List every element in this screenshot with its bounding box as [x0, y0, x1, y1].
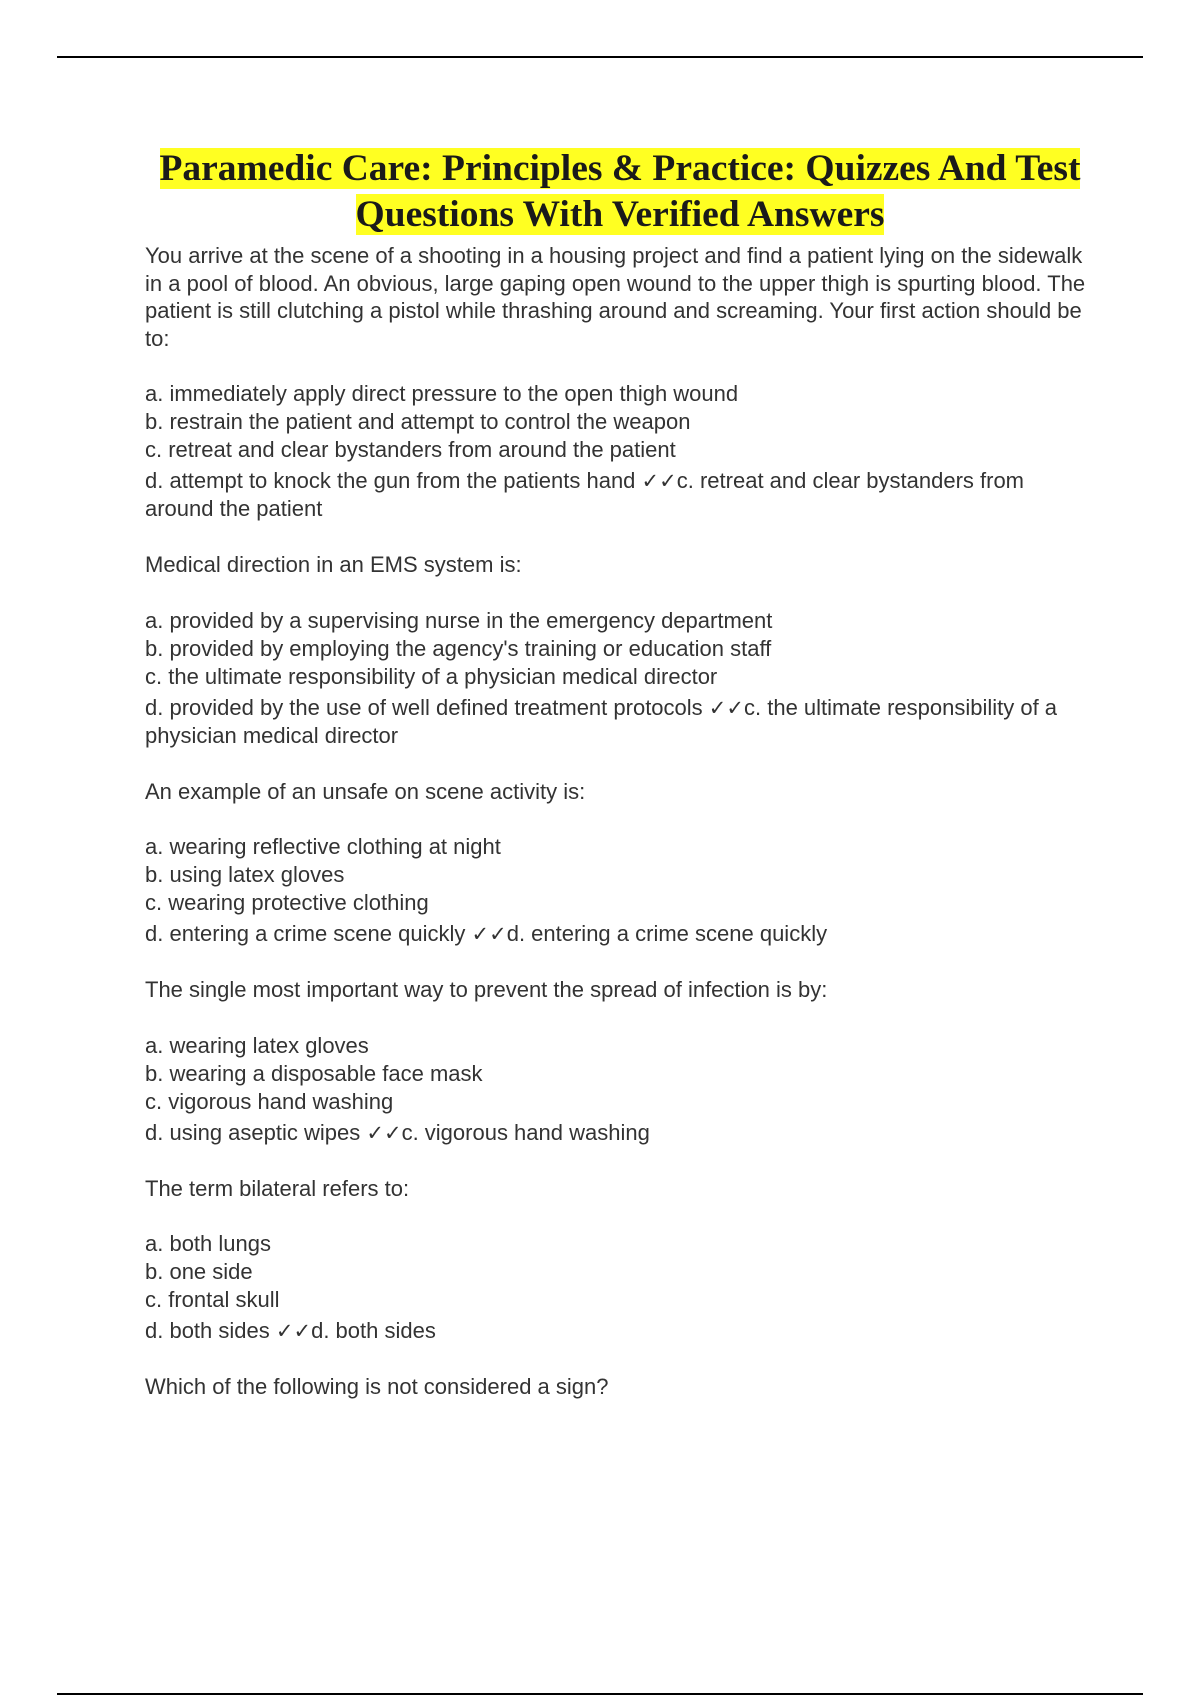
- question-prompt: Which of the following is not considered a sign?: [145, 1374, 609, 1399]
- option-c: c. wearing protective clothing: [145, 890, 429, 915]
- verified-answer: c. vigorous hand washing: [401, 1119, 650, 1145]
- option-d-with-answer: [145, 1317, 1095, 1345]
- option-d: d. entering a crime scene quickly: [145, 921, 466, 946]
- question-block-1: [145, 242, 1095, 523]
- question-prompt: An example of an unsafe on scene activity is:: [145, 778, 586, 804]
- option-d-with-answer: [145, 467, 1095, 523]
- title-line-2: Questions With Verified Answers: [355, 194, 885, 235]
- check-mark-icon: ✓✓: [641, 469, 677, 493]
- verified-answer: c. the ultimate responsibility of a physician medical director: [145, 694, 1058, 748]
- check-mark-icon: ✓✓: [366, 1120, 402, 1145]
- top-rule: [57, 56, 1143, 58]
- question-prompt: The term bilateral refers to:: [145, 1175, 410, 1201]
- option-b: b. one side: [145, 1259, 253, 1284]
- question-block-4: [145, 976, 1095, 1147]
- answer-options: [145, 1230, 1095, 1345]
- answer-options: [145, 1032, 1095, 1147]
- option-d-with-answer: [145, 694, 1095, 750]
- answer-options: [145, 380, 1095, 523]
- option-d-with-answer: [145, 920, 1095, 948]
- check-mark-icon: ✓✓: [708, 695, 744, 720]
- option-a: a. wearing reflective clothing at night: [145, 834, 501, 859]
- verified-answer: c. retreat and clear bystanders from around the patient: [145, 468, 1025, 521]
- option-d: d. attempt to knock the gun from the patients hand: [145, 468, 636, 493]
- option-a: a. both lungs: [145, 1231, 271, 1256]
- option-b: b. wearing a disposable face mask: [145, 1060, 483, 1086]
- option-d-with-answer: [145, 1119, 1095, 1147]
- question-block-6: [145, 1373, 1095, 1401]
- check-mark-icon: ✓✓: [471, 922, 507, 946]
- option-c: c. the ultimate responsibility of a physician medical director: [145, 663, 718, 689]
- question-prompt: Medical direction in an EMS system is:: [145, 552, 522, 577]
- check-mark-icon: ✓✓: [275, 1319, 312, 1343]
- title-line-1: Paramedic Care: Principles & Practice: Quizzes And Test: [159, 148, 1081, 189]
- option-d: d. using aseptic wipes: [145, 1119, 361, 1145]
- question-prompt: The single most important way to prevent the spread of infection is by:: [145, 977, 828, 1002]
- answer-options: [145, 833, 1095, 948]
- question-block-2: [145, 551, 1095, 750]
- answer-options: [145, 607, 1095, 750]
- option-a: a. provided by a supervising nurse in the emergency department: [145, 607, 773, 633]
- option-c: c. frontal skull: [145, 1287, 280, 1312]
- option-d: d. both sides: [145, 1318, 270, 1343]
- option-a: a. wearing latex gloves: [145, 1032, 369, 1058]
- verified-answer: d. both sides: [311, 1318, 436, 1343]
- option-b: b. provided by employing the agency's training or education staff: [145, 635, 772, 661]
- option-a: a. immediately apply direct pressure to the open thigh wound: [145, 381, 739, 406]
- verified-answer: d. entering a crime scene quickly: [506, 921, 828, 946]
- question-block-5: [145, 1175, 1095, 1346]
- question-prompt: You arrive at the scene of a shooting in a housing project and find a patient lying on the sidewalk in a pool of blood. An obvious, large gaping open wound to the upper thigh is spurting blood. The patient is still clutching a pistol while thrashing around and screaming. Your first action should be to:: [145, 243, 1086, 351]
- option-c: c. vigorous hand washing: [145, 1088, 394, 1114]
- option-c: c. retreat and clear bystanders from around the patient: [145, 437, 676, 462]
- page-title: [145, 146, 1095, 238]
- option-b: b. restrain the patient and attempt to control the weapon: [145, 409, 691, 434]
- document-body: [145, 146, 1095, 1429]
- bottom-rule: [57, 1693, 1143, 1695]
- question-block-3: [145, 778, 1095, 949]
- option-d: d. provided by the use of well defined treatment protocols: [145, 694, 703, 720]
- option-b: b. using latex gloves: [145, 862, 345, 887]
